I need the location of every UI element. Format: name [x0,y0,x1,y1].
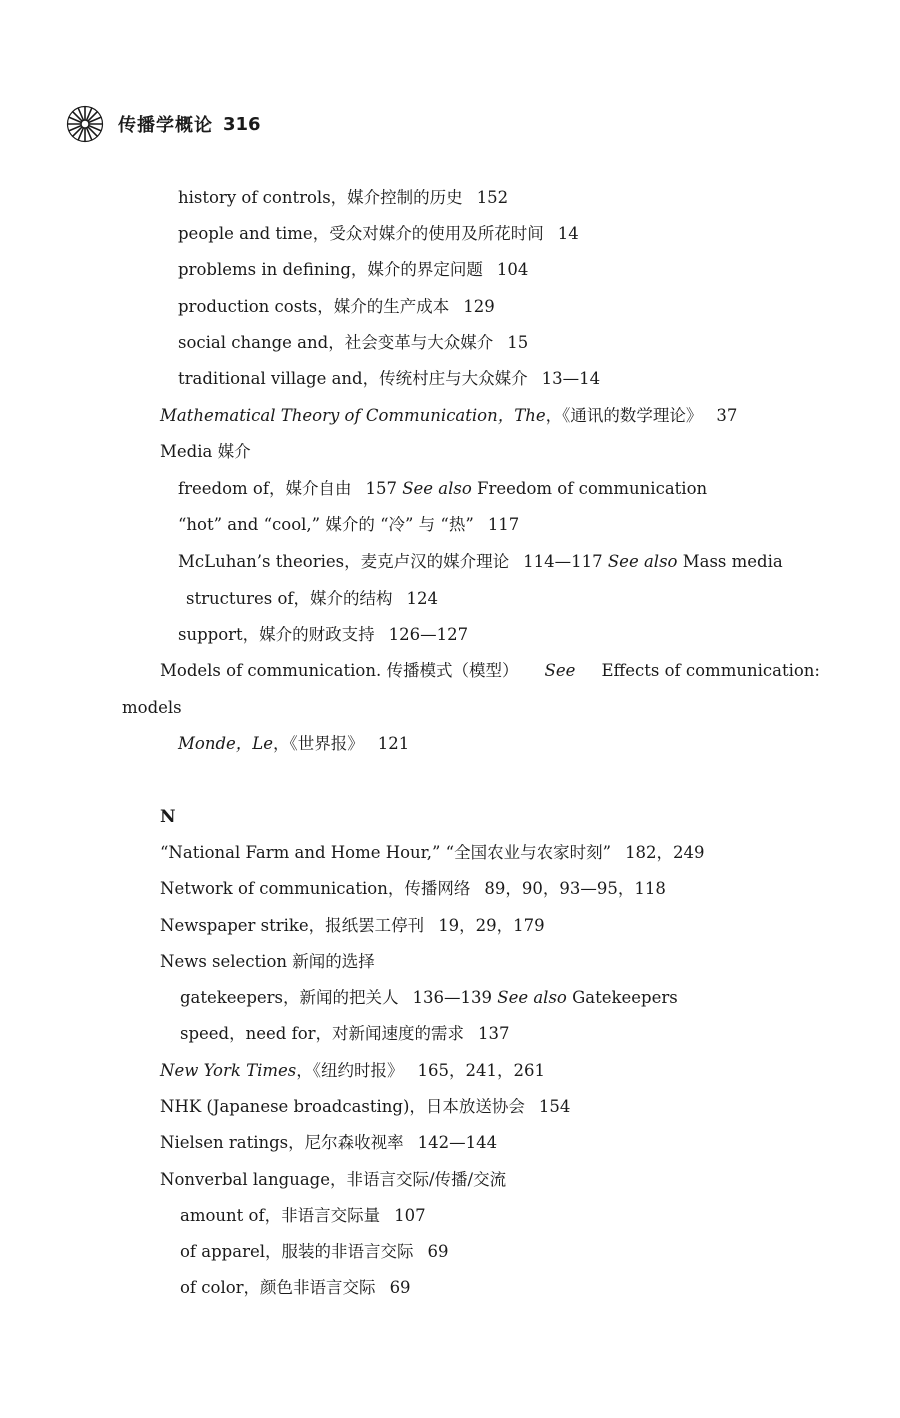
index-entry: production costs，媒介的生产成本 129 [178,297,495,316]
index-entry: social change and，社会变革与大众媒介 15 [178,333,529,352]
section-letter: N [160,807,176,827]
index-heading: Nonverbal language，非语言交际/传播/交流 [160,1170,507,1189]
index-entry: of apparel，服装的非语言交际 69 [180,1242,449,1261]
index-entry: “hot” and “cool,” 媒介的 “冷” 与 “热” 117 [178,515,520,534]
index-entry: gatekeepers，新闻的把关人 136—139 See also Gatekeepers [180,988,678,1007]
page-number: 316 [223,113,261,135]
index-entry: freedom of，媒介自由 157 See also Freedom of communication [178,479,708,498]
index-entry-continuation: models [122,698,182,717]
index-entry: structures of，媒介的结构 124 [186,589,439,608]
index-entry: New York Times，《纽约时报》 165，241，261 [160,1061,545,1080]
index-entry: support，媒介的财政支持 126—127 [178,625,469,644]
index-entry: people and time，受众对媒介的使用及所花时间 14 [178,224,579,243]
index-entry: speed，need for，对新闻速度的需求 137 [180,1024,510,1043]
index-entry: McLuhan’s theories，麦克卢汉的媒介理论 114—117 See also Mass media [178,552,783,571]
index-entry: history of controls，媒介控制的历史 152 [178,188,509,207]
index-entry: problems in defining，媒介的界定问题 104 [178,260,529,279]
index-entry: amount of，非语言交际量 107 [180,1206,426,1225]
book-title: 传播学概论 [118,115,213,136]
index-entry: Monde，Le，《世界报》 121 [178,734,410,753]
index-entry: NHK (Japanese broadcasting)，日本放送协会 154 [160,1097,571,1116]
index-entry: Newspaper strike，报纸罢工停刊 19，29，179 [160,916,545,935]
index-heading: News selection 新闻的选择 [160,952,375,971]
index-entry: “National Farm and Home Hour,” “全国农业与农家时刻” 182，249 [160,843,705,862]
index-entry: Mathematical Theory of Communication，The，《通讯的数学理论》 37 [160,406,738,425]
index-entry: Models of communication. 传播模式（模型） See Effects of communication: [160,661,820,680]
index-entry: Nielsen ratings，尼尔森收视率 142—144 [160,1133,498,1152]
index-entry: Network of communication，传播网络 89，90，93—95，118 [160,879,666,898]
index-entry: of color，颜色非语言交际 69 [180,1278,411,1297]
index-heading: Media 媒介 [160,442,251,461]
index-entry: traditional village and，传统村庄与大众媒介 13—14 [178,369,601,388]
